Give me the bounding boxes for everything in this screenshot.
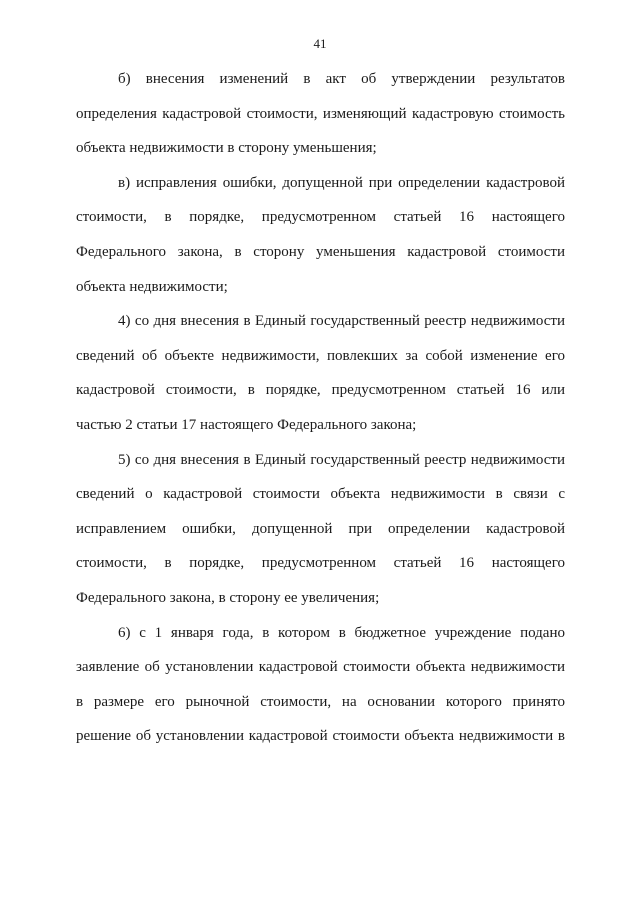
text-line: стоимости, в порядке, предусмотренном статьей 16 настоящего (76, 555, 565, 572)
text-line: сведений об объекте недвижимости, повлекших за собой изменение его (76, 347, 565, 364)
text-line: объекта недвижимости в сторону уменьшения; (76, 140, 377, 157)
text-line: частью 2 статьи 17 настоящего Федерального закона; (76, 416, 417, 433)
text-line: исправлением ошибки, допущенной при определении кадастровой (76, 520, 565, 537)
text-line: кадастровой стоимости, в порядке, предусмотренном статьей 16 или (76, 382, 565, 399)
text-line: 6) с 1 января года, в котором в бюджетное учреждение подано (118, 624, 565, 641)
page-number: 41 (313, 36, 327, 51)
text-line: Федерального закона, в сторону ее увеличения; (76, 589, 380, 606)
text-line: б) внесения изменений в акт об утверждении результатов (118, 71, 565, 87)
text-line: в) исправления ошибки, допущенной при определении кадастровой (118, 174, 565, 191)
text-line: заявление об установлении кадастровой стоимости объекта недвижимости (76, 659, 565, 676)
text-line: определения кадастровой стоимости, изменяющий кадастровую стоимость (76, 105, 565, 122)
text-line: объекта недвижимости; (76, 278, 228, 295)
text-line: Федерального закона, в сторону уменьшения кадастровой стоимости (76, 243, 565, 260)
text-line: 5) со дня внесения в Единый государственный реестр недвижимости (118, 451, 565, 468)
text-line: решение об установлении кадастровой стоимости объекта недвижимости в (76, 728, 565, 745)
text-line: стоимости, в порядке, предусмотренном статьей 16 настоящего (76, 209, 565, 226)
document-body (76, 62, 565, 754)
text-line: сведений о кадастровой стоимости объекта недвижимости в связи с (76, 486, 565, 503)
text-line: 4) со дня внесения в Единый государственный реестр недвижимости (118, 313, 565, 330)
text-line: в размере его рыночной стоимости, на основании которого принято (76, 693, 565, 710)
